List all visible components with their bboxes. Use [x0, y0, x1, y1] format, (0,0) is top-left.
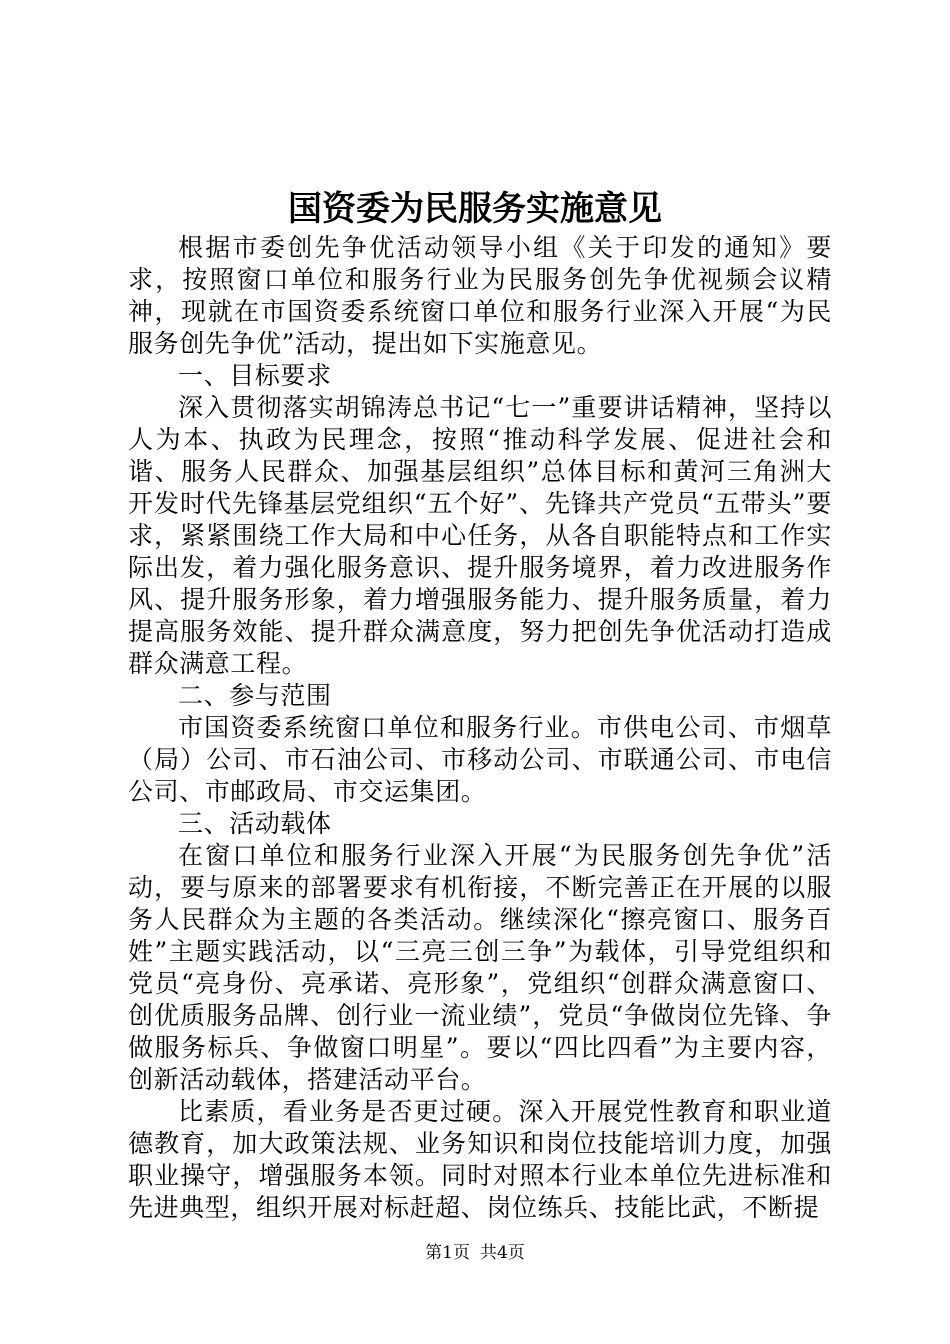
section-heading-goals: 一、目标要求 [178, 361, 332, 390]
intro-paragraph: 根据市委创先争优活动领导小组《关于印发的通知》要求，按照窗口单位和服务行业为民服务创先争优视频会议精神，现就在市国资委系统窗口单位和服务行业深入开展“为民服务创先争优”活动，提出如下实施意见。 [128, 233, 832, 358]
document-title: 国资委为民服务实施意见 [288, 189, 662, 229]
page-number-total: 共4页 [480, 1243, 525, 1263]
section-carriers-sub-paragraph: 比素质，看业务是否更过硬。深入开展党性教育和职业道德教育，加大政策法规、业务知识和岗位技能培训力度，加强职业操守，增强服务本领。同时对照本行业本单位先进标准和先进典型，组织开展对标赶超、岗位练兵、技能比武，不断提 [128, 1097, 832, 1222]
page-footer [0, 1241, 950, 1265]
section-carriers-paragraph: 在窗口单位和服务行业深入开展“为民服务创先争优”活动，要与原来的部署要求有机衔接，不断完善正在开展的以服务人民群众为主题的各类活动。继续深化“擦亮窗口、服务百姓”主题实践活动，以“三亮三创三争”为载体，引导党组织和党员“亮身份、亮承诺、亮形象”，党组织“创群众满意窗口、创优质服务品牌、创行业一流业绩”，党员“争做岗位先锋、争做服务标兵、争做窗口明星”。要以“四比四看”为主要内容，创新活动载体，搭建活动平台。 [128, 841, 832, 1094]
section-heading-scope: 二、参与范围 [178, 681, 332, 710]
page-number-current: 第1页 [425, 1243, 470, 1263]
document-body [128, 232, 832, 1224]
section-heading-carriers: 三、活动载体 [178, 809, 332, 838]
section-scope-paragraph: 市国资委系统窗口单位和服务行业。市供电公司、市烟草（局）公司、市石油公司、市移动公司、市联通公司、市电信公司、市邮政局、市交运集团。 [128, 713, 832, 806]
section-goals-paragraph: 深入贯彻落实胡锦涛总书记“七一”重要讲话精神，坚持以人为本、执政为民理念，按照“推动科学发展、促进社会和谐、服务人民群众、加强基层组织”总体目标和黄河三角洲大开发时代先锋基层党组织“五个好”、先锋共产党员“五带头”要求，紧紧围绕工作大局和中心任务，从各自职能特点和工作实际出发，着力强化服务意识、提升服务境界，着力改进服务作风、提升服务形象，着力增强服务能力、提升服务质量，着力提高服务效能、提升群众满意度，努力把创先争优活动打造成群众满意工程。 [128, 393, 832, 678]
